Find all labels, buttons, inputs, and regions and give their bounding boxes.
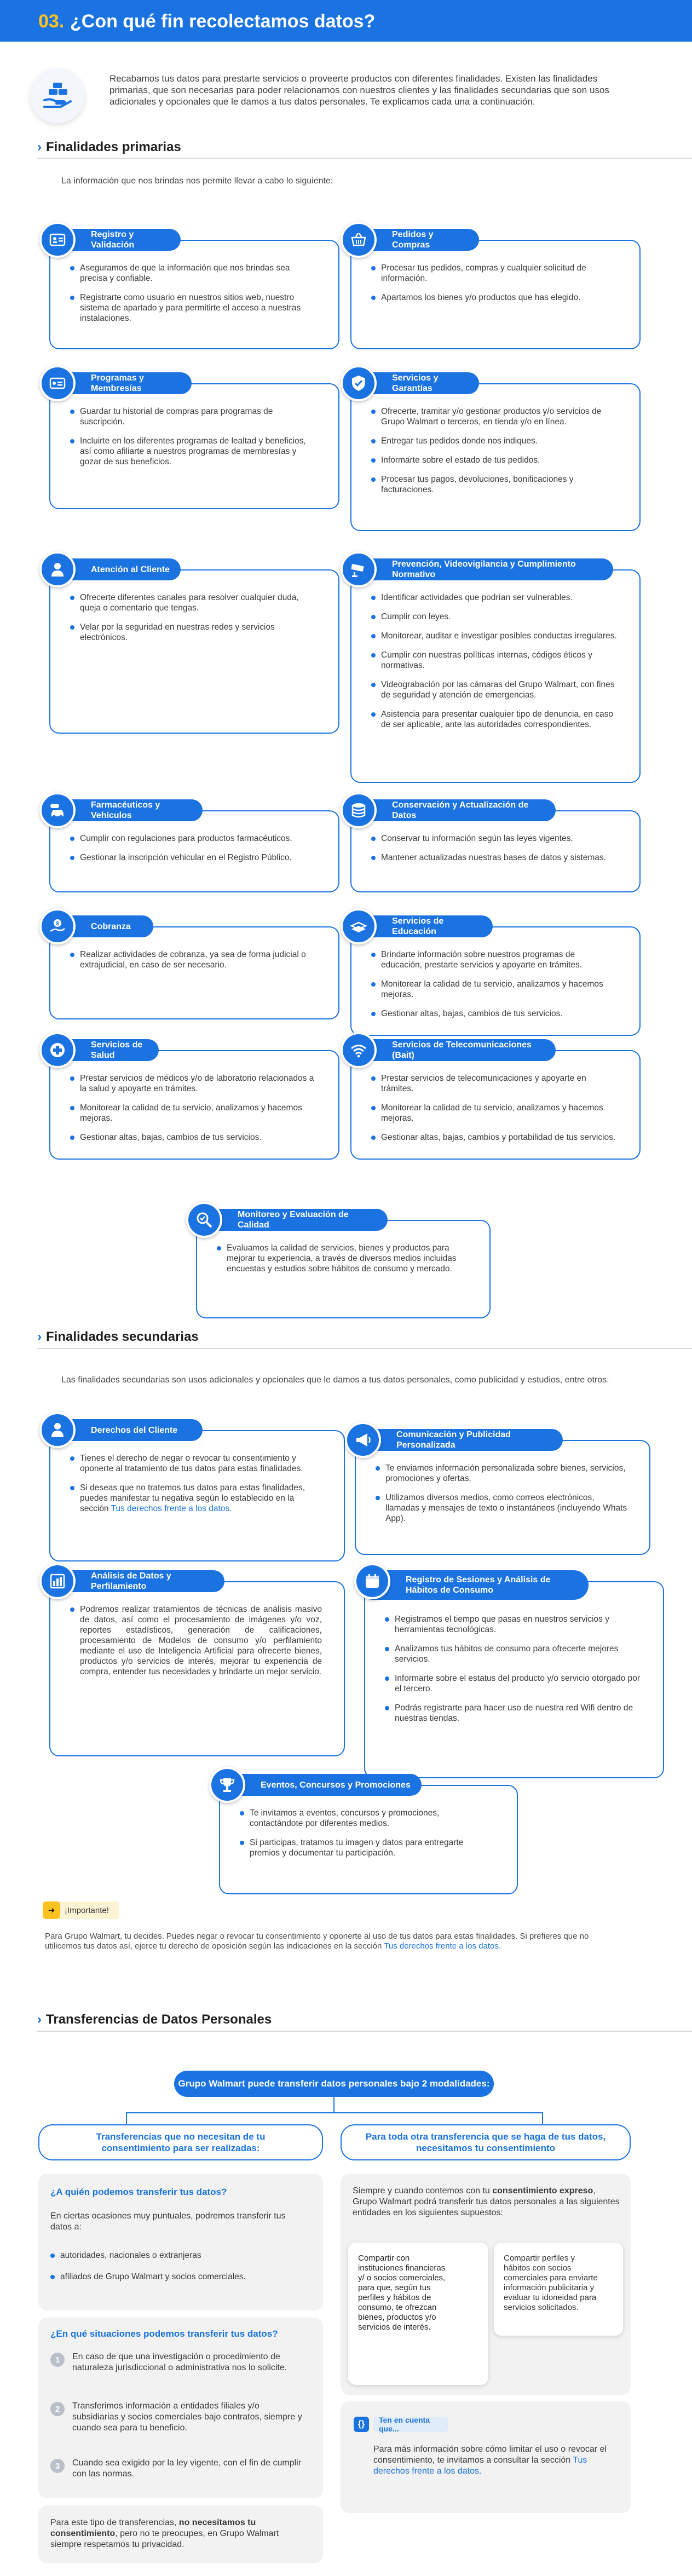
list-item: afiliados de Grupo Walmart y socios comerciales.: [50, 2272, 308, 2282]
note-box: [341, 2401, 631, 2513]
basket-icon: [341, 222, 377, 258]
list-item: Guardar tu historial de compras para programas de suscripción.: [70, 406, 316, 427]
divider: [37, 158, 692, 159]
secondary-card-list: [70, 1604, 322, 1686]
secondary-subtitle: Las finalidades secundarias son usos adicionales y opcionales que le damos a tus datos personales, como publicidad y estudios, entre otros.: [61, 1375, 609, 1385]
secondary-card-list: [385, 1614, 641, 1732]
person-icon: [39, 551, 76, 587]
consent-case-box: [494, 2243, 623, 2336]
no-consent-text: Para este tipo de transferencias, no necesitamos tu consentimiento, pero no te preocupes, en Grupo Walmart siempre respetamos tu privacidad.: [50, 2518, 279, 2549]
header-bar: [0, 0, 692, 42]
primary-card-title: [345, 558, 613, 580]
card-title-text: Cobranza: [91, 921, 131, 931]
card-title-text: Atención al Cliente: [91, 564, 170, 574]
card-title-text: Conservación y Actualización de Datos: [392, 800, 529, 820]
list-item: Gestionar altas, bajas, cambios de tus servicios.: [70, 1132, 316, 1143]
list-item: Analizamos tus hábitos de consumo para ofrecerte mejores servicios.: [385, 1644, 641, 1664]
list-item: Entregar tus pedidos donde nos indiques.: [371, 436, 618, 446]
list-item: Identificar actividades que podrían ser vulnerables.: [371, 592, 618, 603]
megaphone-icon: [345, 1422, 381, 1458]
list-item: Prestar servicios de médicos y/o de laboratorio relacionados a la salud y apoyarte en trámites.: [70, 1073, 316, 1094]
who-intro: En ciertas ocasiones muy puntuales, podremos transferir tus datos a:: [50, 2211, 286, 2232]
list-item: Mantener actualizadas nuestras bases de datos y sistemas.: [371, 852, 618, 863]
connector: [126, 2112, 127, 2124]
list-item: Asistencia para presentar cualquier tipo de denuncia, en caso de ser aplicable, ante las autoridades correspondientes.: [371, 709, 618, 730]
list-item: Registrarte como usuario en nuestros sitios web, nuestro sistema de apartado y para permitirte el acceso a nuestras instalaciones.: [70, 292, 316, 324]
note-title: Ten en cuenta que...: [373, 2417, 448, 2432]
consent-box: [341, 2174, 631, 2395]
id-card-icon: [39, 222, 76, 258]
divider: [37, 1348, 692, 1349]
list-item: Informarte sobre el estado de tus pedidos.: [371, 455, 618, 465]
primary-card-list: [70, 833, 316, 872]
security-camera-icon: [341, 551, 377, 587]
list-item: Te enviamos información personalizada sobre bienes, servicios, promociones y ofertas.: [376, 1463, 627, 1484]
card-title-text: Prevención, Videovigilancia y Cumplimiento Normativo: [392, 560, 576, 579]
connector: [542, 2112, 543, 2124]
primary-card-list: [371, 406, 618, 504]
card-title-text: Servicios de Educación: [392, 917, 444, 936]
consent-intro: Siempre y cuando contemos con tu consentimiento expreso, Grupo Walmart podrá transferir tus datos personales a las siguientes entidades en los siguientes supuestos:: [353, 2186, 620, 2217]
number-badge: 2: [50, 2402, 65, 2416]
database-icon: [341, 792, 377, 828]
list-item: Gestionar altas, bajas, cambios de tus servicios.: [371, 1008, 618, 1019]
list-item: Monitorear, auditar e investigar posibles conductas irregulares.: [371, 631, 618, 641]
rights-link[interactable]: Tus derechos frente a los datos.: [384, 1941, 501, 1951]
primary-card-list: [217, 1243, 468, 1283]
card-title-text: Registro y Validación: [91, 230, 135, 250]
list-item: Ofrecerte, tramitar y/o gestionar productos y/o servicios de Grupo Walmart o terceros, en tienda y/o en línea.: [371, 406, 618, 427]
list-item: Prestar servicios de telecomunicaciones y apoyarte en trámites.: [371, 1073, 618, 1094]
card-title-text: Análisis de Datos y Perfilamiento: [91, 1571, 171, 1591]
secondary-card-list: [240, 1808, 495, 1867]
list-item: Videograbación por las cámaras del Grupo Walmart, con fines de seguridad y atención de emergencias.: [371, 679, 618, 700]
magnifier-check-icon: [186, 1202, 222, 1238]
list-item: Realizar actividades de cobranza, ya sea de forma judicial o extrajudicial, en caso de ser necesario.: [70, 949, 316, 970]
list-item: Gestionar la inscripción vehicular en el Registro Público.: [70, 852, 316, 863]
list-item: autoridades, nacionales o extranjeras: [50, 2250, 308, 2261]
card-title-text: Pedidos y Compras: [392, 230, 434, 250]
list-item: Cumplir con nuestras políticas internas, códigos éticos y normativas.: [371, 650, 618, 671]
svg-text:$: $: [56, 921, 59, 927]
list-item: Si deseas que no tratemos tus datos para estas finalidades, puedes manifestar tu negativa según lo establecido en la sección Tus derechos frente a los datos.: [70, 1483, 322, 1514]
no-consent-note: [38, 2505, 323, 2563]
card-title-text: Monitoreo y Evaluación de Calidad: [238, 1210, 349, 1230]
consent-heading: Para toda otra transferencia que se haga de tus datos, necesitamos tu consentimiento: [341, 2124, 631, 2160]
list-item: Monitorear la calidad de tu servicio, analizamos y hacemos mejoras.: [371, 979, 618, 1000]
card-title-text: Programas y Membresías: [91, 373, 144, 393]
money-hand-icon: [39, 908, 76, 944]
list-item: Tienes el derecho de negar o revocar tu consentimiento y oponerte al tratamiento de tus datos para estas finalidades.: [70, 1453, 322, 1474]
wifi-icon: [341, 1032, 377, 1068]
list-item: Si participas, tratamos tu imagen y datos para entregarte premios y documentar tu participación.: [240, 1837, 495, 1858]
list-item: Conservar tu información según las leyes vigentes.: [371, 833, 618, 844]
books-icon: [341, 908, 377, 944]
secondary-heading: › Finalidades secundarias: [37, 1329, 199, 1344]
secondary-card-list: [70, 1453, 322, 1523]
consent-case-box: [348, 2243, 488, 2385]
consent-case-text: Compartir perfiles y hábitos con socios comerciales para enviarte información publicitaria y evaluar tu idoneidad para servicios solicitados.: [504, 2254, 598, 2312]
transfers-modalities-pill: Grupo Walmart puede transferir datos personales bajo 2 modalidades:: [174, 2071, 494, 2097]
primary-card-list: [70, 1073, 316, 1151]
card-title-text: Comunicación y Publicidad Personalizada: [396, 1430, 511, 1450]
list-item: Utilizamos diversos medios, como correos electrónicos, llamadas y mensajes de texto o instantáneos (incluyendo Whats App).: [376, 1492, 627, 1524]
primary-card-list: [371, 263, 618, 312]
important-text: Para Grupo Walmart, tu decides. Puedes negar o revocar tu consentimiento y oponerte al uso de tus datos para estas finalidades. Si prefieres que no utilicemos tus datos así, ejerce tu derecho de oposición según las indicaciones en la sección Tus derechos frente a los datos.: [45, 1932, 589, 1951]
situation-text: En caso de que una investigación o procedimiento de naturaleza jurisdiccional o administrativa nos lo solicite.: [72, 2352, 287, 2372]
important-label: ¡Importante!: [65, 1905, 109, 1915]
bar-chart-icon: [39, 1563, 76, 1599]
important-badge: [43, 1901, 119, 1919]
situations-question: ¿En qué situaciones podemos transferir tus datos?: [50, 2329, 278, 2339]
note-text: Para más información sobre cómo limitar el uso o revocar el consentimiento, te invitamos a consultar la sección Tus derechos frente a los datos.: [373, 2445, 607, 2476]
card-title-text: Servicios y Garantías: [392, 373, 439, 393]
number-badge: 1: [50, 2353, 65, 2367]
info-icon: {}: [354, 2417, 369, 2432]
primary-card-list: [70, 949, 316, 979]
list-item: Cumplir con leyes.: [371, 612, 618, 622]
list-item: Brindarte información sobre nuestros programas de educación, prestarte servicios y apoyarte en trámites.: [371, 949, 618, 970]
card-title-text: Derechos del Cliente: [91, 1425, 178, 1435]
consent-case-text: Compartir con instituciones financieras y/ o socios comerciales, para que, según tus perfiles y hábitos de consumo, te ofrezcan bienes, productos y/o servicios de interés.: [358, 2254, 446, 2332]
card-title-text: Eventos, Concursos y Promociones: [261, 1780, 411, 1790]
list-item: Aseguramos de que la información que nos brindas sea precisa y confiable.: [70, 263, 316, 284]
list-item: Apartamos los bienes y/o productos que has elegido.: [371, 292, 618, 303]
membership-card-icon: [39, 365, 76, 401]
shield-check-icon: [341, 365, 377, 401]
number-badge: 3: [50, 2459, 65, 2473]
list-item: Gestionar altas, bajas, cambios y portabilidad de tus servicios.: [371, 1132, 618, 1143]
secondary-card-list: [376, 1463, 627, 1532]
connector: [333, 2097, 335, 2112]
who-list: [50, 2250, 308, 2291]
list-item: Informarte sobre el estatus del producto y/o servicio otorgado por el tercero.: [385, 1673, 641, 1694]
arrow-right-icon: ➜: [43, 1901, 60, 1919]
connector: [126, 2112, 542, 2113]
list-item: Monitorear la calidad de tu servicio, analizamos y hacemos mejoras.: [70, 1103, 316, 1123]
list-item: Registramos el tiempo que pasas en nuestros servicios y herramientas tecnológicas.: [385, 1614, 641, 1635]
list-item: Ofrecerte diferentes canales para resolver cualquier duda, queja o comentario que tengas.: [70, 592, 316, 613]
list-item: Incluirte en los diferentes programas de lealtad y beneficios, así como afiliarte a nuestros programas de membresías y gozar de sus beneficios.: [70, 436, 316, 467]
primary-card-list: [371, 833, 618, 872]
primary-card-list: [70, 406, 316, 476]
list-item: Cumplir con regulaciones para productos farmacéuticos.: [70, 833, 316, 844]
list-item: Evaluamos la calidad de servicios, bienes y productos para mejorar tu experiencia, a través de diversos medios incluidas encuestas y estudios sobre hábitos de consumo y mercado.: [217, 1243, 468, 1274]
section-number: 03.: [38, 11, 65, 32]
transfers-heading: › Transferencias de Datos Personales: [37, 2012, 272, 2027]
primary-card-list: [371, 949, 618, 1028]
who-question: ¿A quién podemos transferir tus datos?: [50, 2187, 227, 2197]
person-badge-icon: [39, 1412, 76, 1448]
calendar-icon: [354, 1563, 390, 1599]
list-item: Velar por la seguridad en nuestras redes y servicios electrónicos.: [70, 622, 316, 643]
list-item: Podremos realizar tratamientos de técnicas de análisis masivo de datos, así como el procesamiento de imágenes y/o voz, reportes estadísticos, generación de calificaciones, procesamiento de Modelos de consumo y/o perfilamiento mediante el uso de Inteligencia Artificial para ofrecerte bienes, productos y/o servicios de interés, mejorar tu experiencia de compra, entender tus necesidades y brindarte un mejor servicio.: [70, 1604, 322, 1677]
situations-box: [38, 2318, 323, 2498]
primary-card-list: [371, 592, 618, 739]
data-stack-hand-icon: [30, 68, 85, 123]
card-title-text: Servicios de Telecomunicaciones (Bait): [392, 1040, 532, 1060]
medical-cross-icon: [39, 1032, 76, 1068]
list-item: Procesar tus pagos, devoluciones, bonificaciones y facturaciones.: [371, 474, 618, 495]
list-item: Podrás registrarte para hacer uso de nuestra red Wifi dentro de nuestras tiendas.: [385, 1703, 641, 1724]
situation-text: Transferimos información a entidades filiales y/o subsidiarias y socios comerciales bajo contratos, siempre y cuando sea para tu beneficio.: [72, 2401, 302, 2433]
situation-text: Cuando sea exigido por la ley vigente, con el fin de cumplir con las normas.: [72, 2458, 302, 2479]
primary-heading: › Finalidades primarias: [37, 140, 181, 154]
no-consent-heading: Transferencias que no necesitan de tu consentimiento para ser realizadas:: [38, 2124, 323, 2160]
rights-link[interactable]: Tus derechos frente a los datos.: [111, 1504, 232, 1513]
primary-subtitle: La información que nos brindas nos permite llevar a cabo lo siguiente:: [61, 176, 333, 186]
list-item: Te invitamos a eventos, concursos y promociones, contactándote por diferentes medios.: [240, 1808, 495, 1829]
who-box: [38, 2174, 323, 2310]
intro-paragraph: Recabamos tus datos para prestarte servicios o proveerte productos con diferentes finalidades. Existen las finalidades primarias, que son necesarias para poder relacionarnos con nuestros clientes y las finalidades secundarias que son usos adicionales y opcionales que le damos a tus datos personales. Te explicamos cada una a continuación.: [109, 73, 609, 107]
pill-car-icon: [39, 792, 76, 828]
divider: [37, 2031, 692, 2032]
secondary-card-title: [349, 1429, 563, 1451]
card-title-text: Servicios de Salud: [91, 1040, 143, 1060]
list-item: Procesar tus pedidos, compras y cualquier solicitud de información.: [371, 263, 618, 284]
secondary-card-title: [359, 1570, 589, 1600]
page-title: ¿Con qué fin recolectamos datos?: [70, 11, 376, 32]
trophy-icon: [209, 1767, 245, 1803]
list-item: Monitorear la calidad de tu servicio, analizamos y hacemos mejoras.: [371, 1103, 618, 1123]
primary-card-list: [70, 592, 316, 652]
card-title-text: Registro de Sesiones y Análisis de Hábitos de Consumo: [406, 1575, 551, 1595]
card-title-text: Farmacéuticos y Vehículos: [91, 800, 160, 820]
primary-card-list: [371, 1073, 618, 1151]
rights-link[interactable]: Tus derechos frente a los datos.: [373, 2456, 587, 2476]
primary-card-list: [70, 263, 316, 332]
